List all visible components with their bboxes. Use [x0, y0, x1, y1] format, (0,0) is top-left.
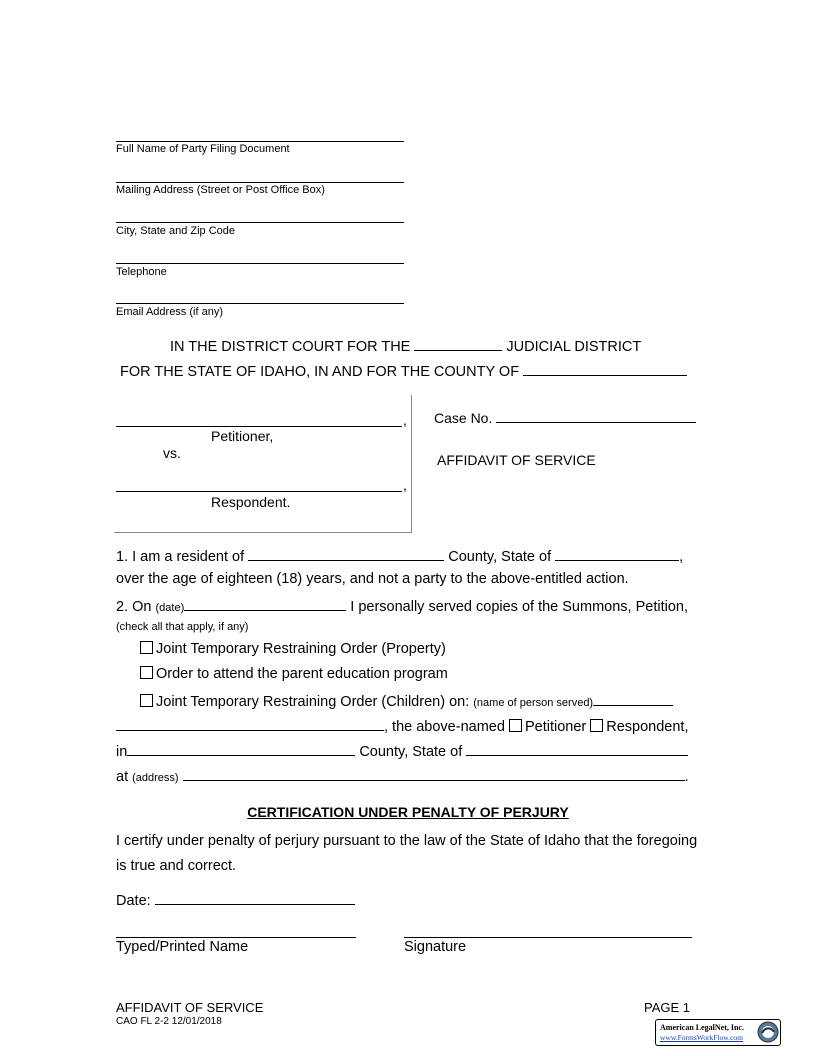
name-served-hint: (name of person served)	[473, 697, 594, 709]
petitioner-option-label: Petitioner	[524, 719, 587, 735]
period: .	[684, 769, 689, 785]
telephone-label: Telephone	[116, 266, 167, 278]
signature-date-field[interactable]	[155, 890, 355, 905]
mailing-address-line[interactable]	[116, 182, 404, 183]
certification-text-line-1: I certify under penalty of perjury pursuant to the law of the State of Idaho that the foregoing	[116, 833, 698, 849]
date-hint: (date)	[155, 602, 185, 614]
in-text: in	[116, 744, 128, 760]
check-note: (check all that apply, if any)	[116, 621, 249, 633]
name-served-blank-b[interactable]	[116, 716, 384, 731]
vs-label: vs.	[163, 445, 181, 461]
certification-text-line-2: is true and correct.	[116, 858, 237, 874]
service-date-blank[interactable]	[184, 596, 346, 611]
paragraph-1-line-1	[116, 546, 683, 565]
served-copies-text: I personally served copies of the Summons, Petition,	[350, 599, 688, 615]
respondent-name-line[interactable]	[116, 491, 402, 492]
check-item-children	[140, 691, 673, 710]
case-number-label: Case No.	[434, 410, 493, 426]
telephone-line[interactable]	[116, 263, 404, 264]
date-label: Date:	[116, 893, 151, 909]
petitioner-comma: ,	[403, 412, 407, 428]
resident-state-blank[interactable]	[555, 546, 679, 561]
check-item-property	[140, 641, 446, 657]
checkbox-parent-education[interactable]	[140, 666, 153, 679]
court-heading-text-a: IN THE DISTRICT COURT FOR THE	[170, 339, 411, 355]
email-line[interactable]	[116, 303, 404, 304]
check-label-children: Joint Temporary Restraining Order (Children) on:	[156, 694, 470, 710]
respondent-option-label: Respondent,	[606, 719, 689, 735]
mailing-address-label: Mailing Address (Street or Post Office Box)	[116, 184, 325, 196]
check-label-property: Joint Temporary Restraining Order (Property)	[156, 641, 446, 657]
name-served-blank-a[interactable]	[593, 691, 673, 706]
court-heading-text-b: JUDICIAL DISTRICT	[506, 339, 642, 355]
checkbox-respondent[interactable]	[590, 719, 603, 732]
petitioner-label: Petitioner,	[211, 428, 274, 444]
caption-bottom-divider	[114, 532, 411, 533]
logo-company-name: American LegalNet, Inc.	[660, 1023, 744, 1032]
judicial-district-blank[interactable]	[414, 336, 502, 351]
checkbox-petitioner[interactable]	[509, 719, 522, 732]
check-label-parent-education: Order to attend the parent education program	[156, 666, 448, 682]
resident-text: 1. I am a resident of	[116, 549, 245, 565]
respondent-comma: ,	[403, 477, 407, 493]
checkbox-property[interactable]	[140, 641, 153, 654]
globe-logo-icon	[757, 1021, 779, 1043]
paragraph-1-line-2: over the age of eighteen (18) years, and not a party to the above-entitled action.	[116, 571, 629, 587]
check-item-parent-education	[140, 666, 448, 682]
service-county-blank[interactable]	[127, 741, 355, 756]
paragraph-2-line-1	[116, 596, 688, 615]
logo-website-link[interactable]: www.FormsWorkFlow.com	[660, 1033, 744, 1042]
caption-vertical-divider	[411, 395, 412, 533]
service-state-blank[interactable]	[466, 741, 688, 756]
court-heading-line2	[120, 361, 687, 380]
date-row	[116, 890, 355, 909]
typed-name-label: Typed/Printed Name	[116, 939, 249, 955]
full-name-line[interactable]	[116, 141, 404, 142]
court-heading-line1	[170, 336, 641, 355]
address-hint: (address)	[132, 772, 179, 784]
on-text: 2. On	[116, 599, 152, 615]
county-state-text: County, State of	[448, 549, 552, 565]
served-person-line	[116, 716, 688, 735]
service-county-line	[116, 741, 688, 760]
petitioner-name-line[interactable]	[116, 426, 402, 427]
county-blank[interactable]	[523, 361, 687, 376]
service-address-line	[116, 766, 689, 785]
court-heading-county-text: FOR THE STATE OF IDAHO, IN AND FOR THE COUNTY OF	[120, 364, 520, 380]
service-address-blank[interactable]	[183, 766, 685, 781]
city-state-zip-line[interactable]	[116, 222, 404, 223]
respondent-label: Respondent.	[211, 494, 291, 510]
signature-line[interactable]	[404, 937, 692, 938]
footer-form-code: CAO FL 2-2 12/01/2018	[116, 1016, 222, 1027]
service-county-state-text: County, State of	[359, 744, 463, 760]
document-title: AFFIDAVIT OF SERVICE	[437, 452, 596, 468]
city-state-zip-label: City, State and Zip Code	[116, 225, 236, 237]
typed-name-line[interactable]	[116, 937, 356, 938]
footer-page-number: PAGE 1	[644, 1000, 691, 1015]
case-number-field[interactable]	[496, 408, 696, 423]
checkbox-children[interactable]	[140, 694, 153, 707]
comma: ,	[679, 549, 684, 565]
full-name-label: Full Name of Party Filing Document	[116, 143, 290, 155]
certification-heading-wrap	[0, 804, 816, 822]
resident-county-blank[interactable]	[248, 546, 444, 561]
case-number-row	[434, 408, 696, 426]
above-named-text: , the above-named	[384, 719, 505, 735]
at-text: at	[116, 769, 129, 785]
email-label: Email Address (if any)	[116, 306, 223, 318]
certification-heading: CERTIFICATION UNDER PENALTY OF PERJURY	[247, 804, 569, 820]
footer-title: AFFIDAVIT OF SERVICE	[116, 1000, 264, 1015]
publisher-logo[interactable]	[655, 1019, 781, 1046]
signature-label: Signature	[404, 939, 467, 955]
